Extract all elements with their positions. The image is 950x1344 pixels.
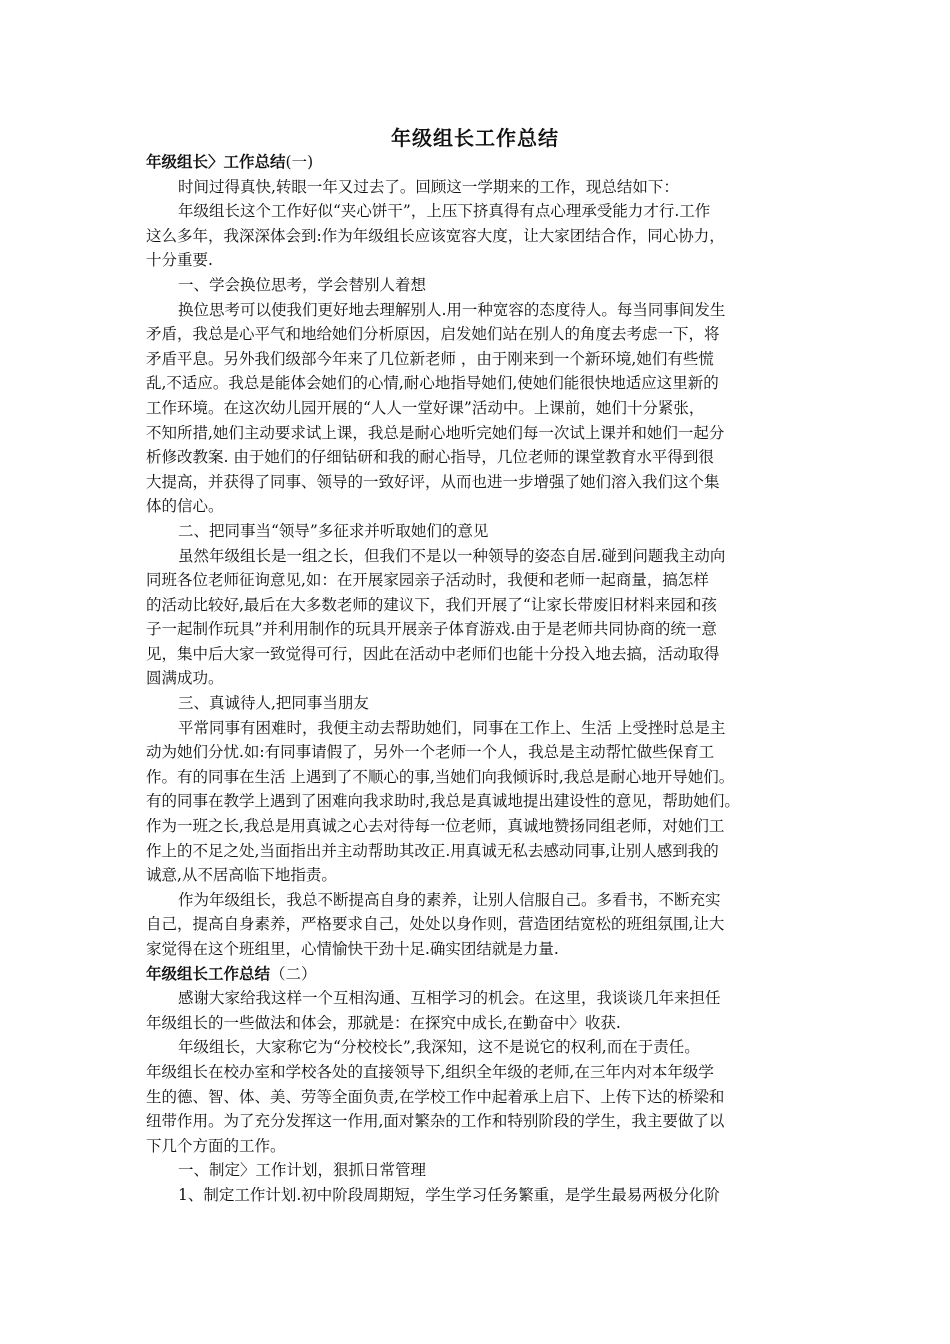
paragraph-line: 矛盾平息。另外我们级部今年来了几位新老师 ，由于刚来到一个新环境,她们有些慌: [146, 349, 714, 368]
subheading-line: 一、学会换位思考，学会替别人着想: [178, 275, 427, 294]
paragraph-line: 十分重要.: [146, 251, 213, 270]
paragraph-line: 析修改教案. 由于她们的仔细钻研和我的耐心指导，几位老师的课堂教育水平得到很: [146, 448, 714, 467]
paragraph-line: 动为她们分忧.如:有同事请假了，另外一个老师一个人，我总是主动帮忙做些保育工: [146, 743, 715, 762]
paragraph-line: 同班各位老师征询意见,如：在开展家园亲子活动时，我便和老师一起商量，搞怎样: [146, 571, 709, 590]
paragraph-line: 换位思考可以使我们更好地去理解别人.用一种宽容的态度待人。每当同事间发生: [178, 300, 726, 319]
paragraph-line: 下几个方面的工作。: [146, 1136, 286, 1155]
paragraph-line: 家觉得在这个班组里，心情愉快干劲十足.确实团结就是力量.: [146, 940, 559, 958]
section-heading-1-text: 年级组长〉工作总结: [146, 153, 286, 171]
subheading-line: 三、真诚待人,把同事当朋友: [178, 694, 369, 713]
paragraph-line: 乱,不适应。我总是能体会她们的心情,耐心地指导她们,使她们能很快地适应这里新的: [146, 374, 719, 393]
paragraph-line: 圆满成功。: [146, 669, 224, 688]
paragraph-line: 有的同事在教学上遇到了困难向我求助时,我总是真诚地提出建设性的意见，帮助她们。: [146, 792, 740, 811]
subheading-line: 一、制定〉工作计划，狠抓日常管理: [178, 1161, 427, 1180]
paragraph-line: 年级组长，大家称它为“分校校长”,我深知，这不是说它的权利,而在于责任。: [178, 1038, 700, 1057]
paragraph-line: 自己，提高自身素养，严格要求自己，处处以身作则，营造团结宽松的班组氛围,让大: [146, 915, 725, 934]
section-heading-1-suffix: (一): [285, 153, 314, 171]
paragraph-line: 作。有的同事在生活 上遇到了不顺心的事,当她们向我倾诉时,我总是耐心地开导她们。: [146, 767, 735, 786]
paragraph-line: 感谢大家给我这样一个互相沟通、互相学习的机会。在这里，我谈谈几年来担任: [178, 989, 721, 1008]
paragraph-line: 诚意,从不居高临下地指责。: [146, 866, 337, 885]
section-heading-2-text: 年级组长工作总结: [146, 964, 271, 983]
paragraph-line: 时间过得真快,转眼一年又过去了。回顾这一学期来的工作，现总结如下：: [178, 177, 679, 196]
paragraph-line: 作上的不足之处,当面指出并主动帮助其改正.用真诚无私去感动同事,让别人感到我的: [146, 841, 719, 860]
paragraph-line: 1、制定工作计划.初中阶段周期短，学生学习任务繁重，是学生最易两极分化阶: [178, 1185, 720, 1204]
paragraph-line: 作为一班之长,我总是用真诚之心去对待每一位老师，真诚地赞扬同组老师，对她们工: [146, 817, 725, 836]
paragraph-line: 见，集中后大家一致觉得可行，因此在活动中老师们也能十分投入地去搞，活动取得: [146, 644, 720, 663]
paragraph-line: 大提高，并获得了同事、领导的一致好评，从而也进一步增强了她们溶入我们这个集: [146, 472, 720, 491]
section-heading-2-suffix: （二）: [270, 964, 317, 983]
paragraph-line: 平常同事有困难时，我便主动去帮助她们，同事在工作上、生活 上受挫时总是主: [178, 718, 726, 737]
paragraph-line: 工作环境。在这次幼儿园开展的“人人一堂好课”活动中。上课前，她们十分紧张，: [146, 398, 705, 417]
paragraph-line: 年级组长的一些做法和体会，那就是：在探究中成长,在勤奋中〉收获.: [146, 1013, 621, 1032]
subheading-line: 二、把同事当“领导”多征求并听取她们的意见: [178, 521, 489, 540]
paragraph-line: 年级组长在校办室和学校各处的直接领导下,组织全年级的老师,在三年内对本年级学: [146, 1062, 714, 1081]
paragraph-line: 纽带作用。为了充分发挥这一作用,面对繁杂的工作和特别阶段的学生，我主要做了以: [146, 1112, 725, 1131]
paragraph-line: 作为年级组长，我总不断提高自身的素养，让别人信服自己。多看书，不断充实: [178, 890, 721, 909]
paragraph-line: 这么多年，我深深体会到:作为年级组长应该宽容大度，让大家团结合作，同心协力，: [146, 226, 725, 245]
section-heading-1: [146, 150, 816, 175]
paragraph-line: 的活动比较好,最后在大多数老师的建议下，我们开展了“让家长带废旧材料来园和孩: [146, 595, 717, 614]
paragraph-line: 子一起制作玩具”并利用制作的玩具开展亲子体育游戏.由于是老师共同协商的统一意: [146, 620, 717, 639]
section-heading-2: [146, 962, 816, 987]
paragraph-line: 年级组长这个工作好似“夹心饼干”，上压下挤真得有点心理承受能力才行.工作: [178, 202, 711, 221]
paragraph-line: 生的德、智、体、美、劳等全面负责,在学校工作中起着承上启下、上传下达的桥梁和: [146, 1087, 725, 1106]
document-title: 年级组长工作总结: [391, 126, 559, 150]
paragraph-line: 虽然年级组长是一组之长，但我们不是以一种领导的姿态自居.碰到问题我主动向: [178, 546, 726, 565]
paragraph-line: 矛盾，我总是心平气和地给她们分析原因，启发她们站在别人的角度去考虑一下，将: [146, 325, 720, 344]
paragraph-line: 体的信心。: [146, 497, 224, 516]
document-body: [146, 150, 816, 1208]
paragraph-line: 不知所措,她们主动要求试上课，我总是耐心地听完她们每一次试上课并和她们一起分: [146, 423, 725, 442]
